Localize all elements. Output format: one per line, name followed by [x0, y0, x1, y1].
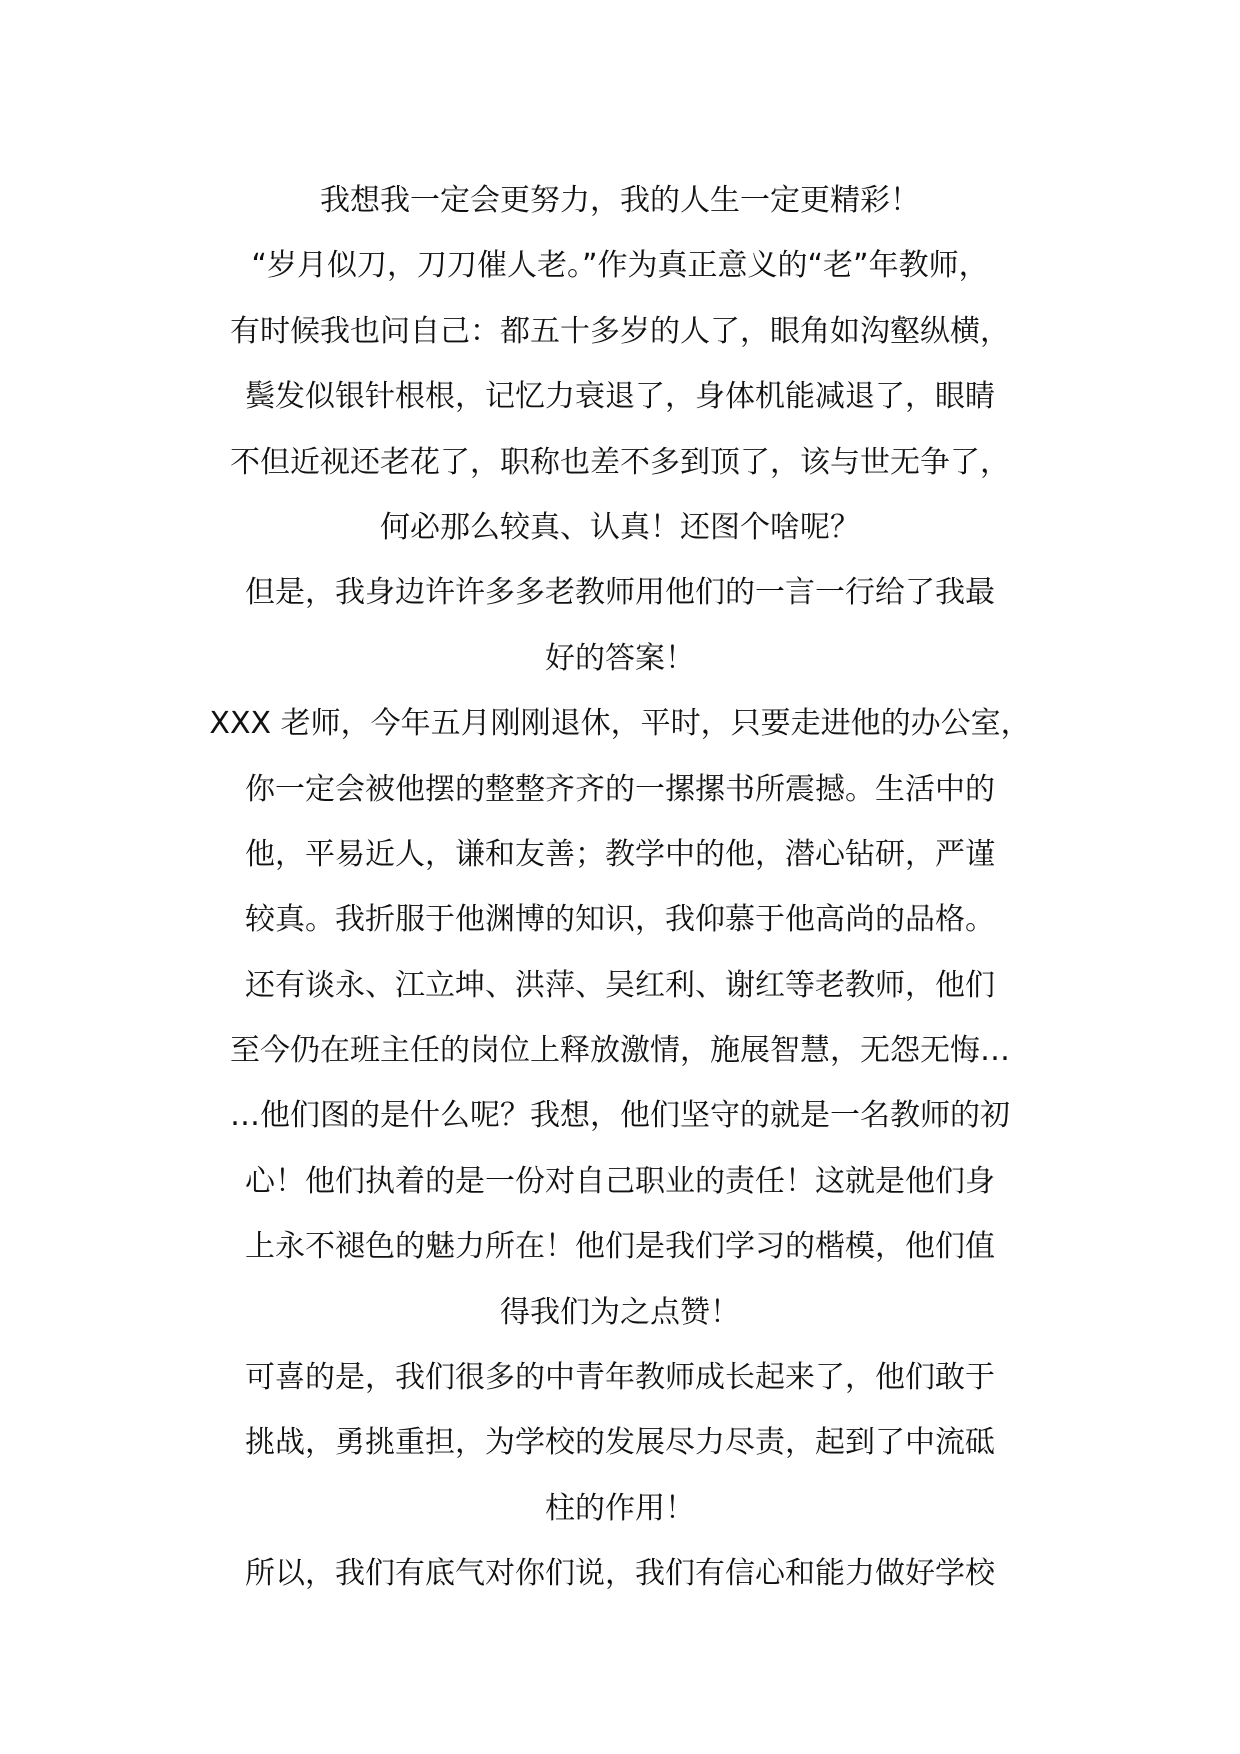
text-line: 所以，我们有底气对你们说，我们有信心和能力做好学校	[245, 1556, 995, 1592]
text-line: 上永不褪色的魅力所在！他们是我们学习的楷模，他们值	[245, 1229, 995, 1265]
text-line: 心！他们执着的是一份对自己职业的责任！这就是他们身	[245, 1163, 995, 1199]
text-line: 可喜的是，我们很多的中青年教师成长起来了，他们敢于	[245, 1360, 995, 1396]
text-line: 挑战，勇挑重担，为学校的发展尽力尽责，起到了中流砥	[245, 1425, 995, 1461]
text-line: 还有谈永、江立坤、洪萍、吴红利、谢红等老教师，他们	[245, 967, 995, 1003]
text-line: 他，平易近人，谦和友善；教学中的他，潜心钻研，严谨	[245, 836, 995, 872]
text-line: 不但近视还老花了，职称也差不多到顶了，该与世无争了，	[230, 444, 1010, 480]
text-line: “岁月似刀，刀刀催人老。”作为真正意义的“老”年教师，	[251, 248, 989, 284]
text-line: 你一定会被他摆的整整齐齐的一摞摞书所震撼。生活中的	[245, 771, 995, 807]
text-line: 得我们为之点赞！	[500, 1294, 740, 1330]
text-line: 何必那么较真、认真！还图个啥呢？	[380, 509, 860, 545]
text-line: 但是，我身边许许多多老教师用他们的一言一行给了我最	[245, 575, 995, 611]
text-line: 好的答案！	[545, 640, 695, 676]
document-body	[185, 168, 1055, 1607]
text-line: 至今仍在班主任的岗位上释放激情，施展智慧，无怨无悔…	[230, 1033, 1010, 1069]
text-line: 鬓发似银针根根，记忆力衰退了，身体机能减退了，眼睛	[245, 379, 995, 415]
text-line: 较真。我折服于他渊博的知识，我仰慕于他高尚的品格。	[245, 902, 995, 938]
text-line: 我想我一定会更努力，我的人生一定更精彩！	[320, 183, 920, 218]
text-line: 柱的作用！	[545, 1490, 695, 1526]
text-line: …他们图的是什么呢？我想，他们坚守的就是一名教师的初	[230, 1098, 1010, 1134]
text-line: 有时候我也问自己：都五十多岁的人了，眼角如沟壑纵横，	[230, 313, 1010, 349]
text-line: XXX 老师，今年五月刚刚退休，平时，只要走进他的办公室，	[209, 706, 1031, 742]
